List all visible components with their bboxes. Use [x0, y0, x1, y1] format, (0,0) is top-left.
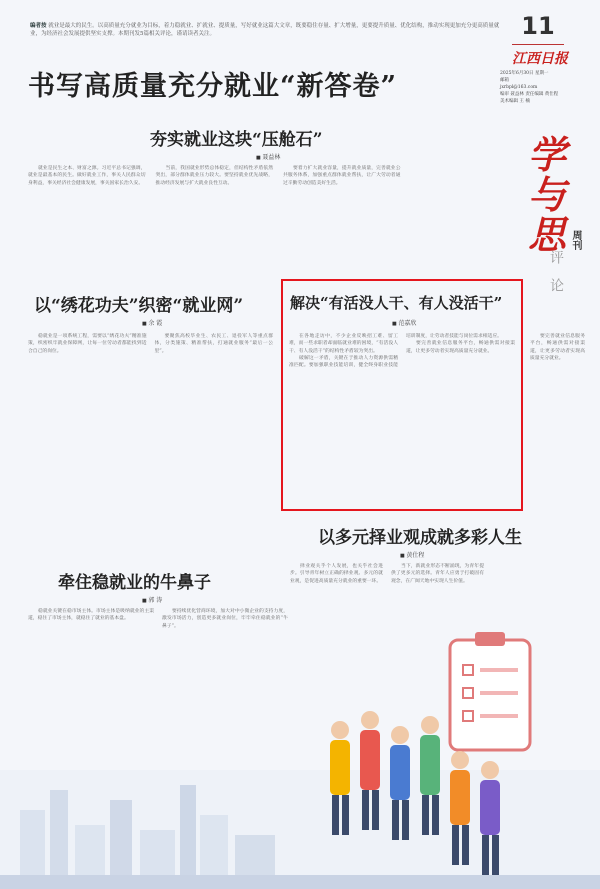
article-4-paragraph: 择业观关乎个人发展，也关乎社会进步。引导青年树立正确的择业观、多元的就业观，是促进高质量充分就业的重要一环。: [290, 564, 383, 584]
page-headline: 书写高质量充分就业“新答卷”: [28, 71, 398, 102]
article-2-byline: ■ 余 霞: [142, 318, 162, 327]
article-5-body: [28, 608, 288, 788]
column-tag: 评论: [548, 250, 564, 306]
page-number: 11: [512, 10, 564, 45]
article-5-byline: ■ 郭 涛: [142, 595, 162, 604]
article-5-title: 牵住稳就业的牛鼻子: [58, 573, 211, 593]
email-address: jxrbpl@163.com: [500, 85, 538, 90]
article-3-body: [289, 333, 515, 505]
masthead-info: [500, 70, 590, 105]
article-1-paragraph: 就业是民生之本、财富之源。习近平总书记强调，就业是最基本的民生。做好就业工作，事关人民群众切身利益，事关经济社会健康发展，事关国家长治久安。: [28, 166, 146, 186]
job-seekers-illustration: [300, 620, 545, 885]
article-2-body: [28, 333, 273, 543]
editor-credit: 编审 聂益林 责任编辑 黄仕程: [500, 92, 559, 97]
column-logo-text: 学与思: [528, 132, 567, 257]
article-1-title: 夯实就业这块“压舱石”: [150, 130, 323, 150]
article-3-paragraph: 破解这一矛盾，关键在于推动人力资源供需精准匹配。要加强职业技能培训，健全终身职业技能培训制度，让劳动者技能与岗位需求相适应。: [289, 334, 502, 369]
article-1-paragraph: 当前，我国就业形势总体稳定，但结构性矛盾依然突出，部分群体就业压力较大。要坚持就业优先战略，推动经济发展与扩大就业良性互动。: [155, 166, 273, 186]
article-1-paragraph: 要着力扩大就业容量，提升就业质量，完善就业公共服务体系，加强重点群体就业帮扶，让广大劳动者通过辛勤劳动创造美好生活。: [283, 166, 401, 186]
article-5-paragraph: 要持续优化营商环境，加大对中小微企业的支持力度，激发市场活力，创造更多就业岗位，牢牢牵住稳就业的“牛鼻子”。: [162, 609, 288, 629]
article-1-byline: ■ 聂益林: [256, 152, 280, 161]
article-3-paragraph: 在各地走访中，不少企业反映招工难、留工难，而一些求职者却面临就业难的困境，“有活没人干、有人没活干”的结构性矛盾较为突出。: [289, 334, 398, 354]
article-4-paragraph: 当下，新就业形态不断涌现，为青年提供了更多元的选择。青年人应勇于打破固有观念，在广阔天地中实现人生价值。: [391, 564, 484, 584]
article-4-title: 以多元择业观成就多彩人生: [318, 528, 522, 548]
newspaper-masthead: 江西日报: [512, 51, 568, 67]
article-3-title: 解决“有活没人干、有人没活干”: [290, 294, 503, 312]
issue-date: 2025年6月30日 星期一: [500, 71, 549, 76]
art-editor-credit: 美术编辑 王 楠: [500, 99, 530, 104]
article-2-paragraph: 稳就业是一项系统工程，需要以“绣花功夫”精准施策，织密织牢就业保障网，让每一位劳动者都能找到适合自己的岗位。: [28, 334, 147, 354]
weekly-label: 周刊: [570, 230, 581, 250]
article-1-body: [28, 165, 528, 280]
article-4-body: [290, 563, 585, 618]
article-3-overflow-column: [530, 333, 585, 505]
article-3-byline: ■ 范嘉欣: [392, 318, 416, 327]
article-3-paragraph: 要完善就业信息服务平台，畅通供需对接渠道，让更多劳动者实现高质量充分就业。: [406, 341, 515, 354]
editor-note-text: 就业是最大的民生。以高质量充分就业为目标，着力稳就业、扩就业、提质量，写好就业这篇大文章，既要稳住存量、扩大增量，更要提升质量、优化结构，推动实现更加充分更高质量就业，为经济社会发展提供坚实支撑。本期刊发5篇相关评论，谨请读者关注。: [30, 23, 500, 37]
article-2-title: 以“绣花功夫”织密“就业网”: [34, 296, 244, 316]
article-2-paragraph: 要聚焦高校毕业生、农民工、退役军人等重点群体，分类施策、精准帮扶，打通就业服务“最后一公里”。: [154, 334, 273, 354]
editor-note-label: 编者按: [30, 23, 47, 29]
article-4-byline: ■ 黄仕程: [400, 550, 424, 559]
editor-note: [30, 22, 500, 38]
article-3-paragraph: 要完善就业信息服务平台，畅通供需对接渠道，让更多劳动者实现高质量充分就业。: [530, 334, 585, 361]
article-5-paragraph: 稳就业关键在稳市场主体。市场主体是吸纳就业的主渠道，稳住了市场主体，就稳住了就业的基本盘。: [28, 609, 154, 622]
email-label: 邮箱: [500, 78, 509, 83]
column-logo: [528, 132, 588, 257]
